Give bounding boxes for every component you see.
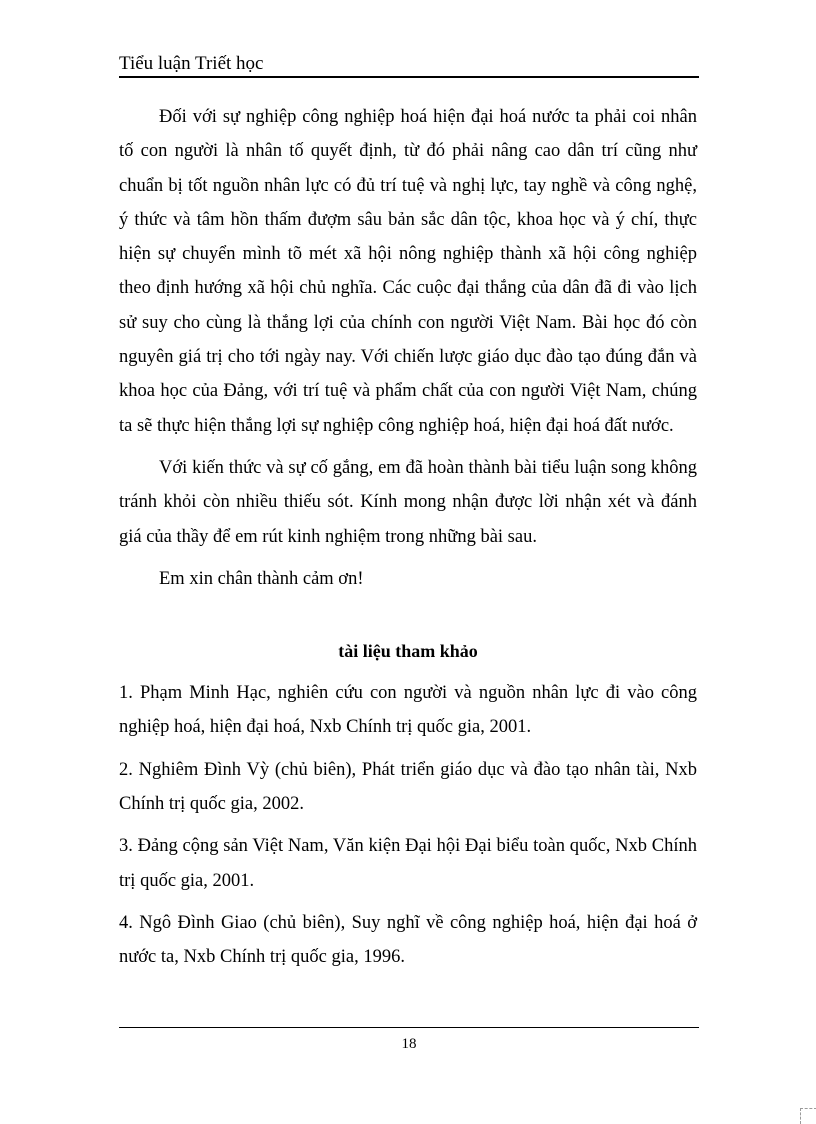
body-paragraph: Đối với sự nghiệp công nghiệp hoá hiện đại hoá nước ta phải coi nhân tố con người là nhân tố quyết định, từ đó phải nâng cao dân trí cũng như chuẩn bị tốt nguồn nhân lực có đủ trí tuệ và nghị lực, tay nghề và công nghệ, ý thức và tâm hồn thấm đượm sâu bản sắc dân tộc, khoa học và ý chí, thực hiện sự chuyển mình tõ mét xã hội nông nghiệp thành xã hội công nghiệp theo định hướng xã hội chủ nghĩa. Các cuộc đại thắng của dân đã đi vào lịch sử suy cho cùng là thắng lợi của chính con người Việt Nam. Bài học đó còn nguyên giá trị cho tới ngày nay. Với chiến lược giáo dục đào tạo đúng đắn và khoa học của Đảng, với trí tuệ và phẩm chất của con người Việt Nam, chúng ta sẽ thực hiện thắng lợi sự nghiệp công nghiệp hoá, hiện đại hoá đất nước. bbox=[119, 107, 697, 436]
reference-item: 4. Ngô Đình Giao (chủ biên), Suy nghĩ về công nghiệp hoá, hiện đại hoá ở nước ta, Nxb Chính trị quốc gia, 1996. bbox=[119, 912, 697, 968]
reference-item: 1. Phạm Minh Hạc, nghiên cứu con người và nguồn nhân lực đi vào công nghiệp hoá, hiện đại hoá, Nxb Chính trị quốc gia, 2001. bbox=[119, 683, 697, 738]
page-content bbox=[119, 100, 697, 975]
reference-item: 3. Đảng cộng sản Việt Nam, Văn kiện Đại hội Đại biểu toàn quốc, Nxb Chính trị quốc gia, 2001. bbox=[119, 836, 697, 891]
footer-rule bbox=[119, 1027, 699, 1028]
reference-item: 2. Nghiêm Đình Vỳ (chủ biên), Phát triển giáo dục và đào tạo nhân tài, Nxb Chính trị quốc gia, 2002. bbox=[119, 759, 697, 815]
running-header: Tiểu luận Triết học bbox=[119, 53, 264, 74]
page-corner-mark bbox=[800, 1108, 816, 1124]
closing-line: Em xin chân thành cảm ơn! bbox=[159, 568, 364, 589]
body-paragraph: Với kiến thức và sự cố gắng, em đã hoàn thành bài tiểu luận song không tránh khỏi còn nhiều thiếu sót. Kính mong nhận được lời nhận xét và đánh giá của thầy để em rút kinh nghiệm trong những bài sau. bbox=[119, 457, 697, 547]
page-number: 18 bbox=[401, 1036, 417, 1052]
header-rule bbox=[119, 76, 699, 78]
references-heading: tài liệu tham khảo bbox=[338, 641, 478, 662]
